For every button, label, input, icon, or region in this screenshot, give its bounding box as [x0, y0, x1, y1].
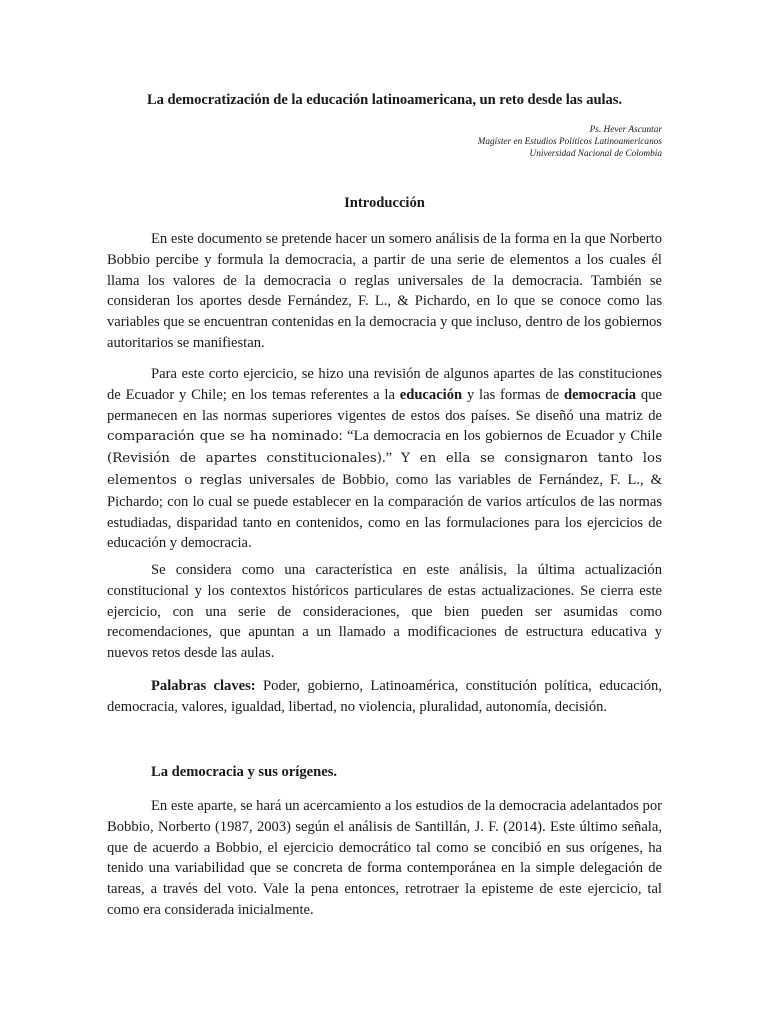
keywords-text: Poder, gobierno, Latinoamérica, constitución política, educación, democracia, valores, igualdad, libertad, no violencia, pluralidad, autonomía, decisión.: [107, 678, 662, 715]
keywords-paragraph: [107, 676, 662, 718]
intro-paragraph-1: En este documento se pretende hacer un somero análisis de la forma en la que Norberto Bobbio percibe y formula la democracia, a partir de una serie de elementos a los cuales él llama los valores de la democracia o reglas universales de la democracia. También se consideran los aportes desde Fernández, F. L., & Pichardo, en lo que se conoce como las variables que se encuentran contenidas en la democracia y que incluso, dentro de los gobiernos autoritarios se manifiestan.: [107, 231, 662, 351]
keywords-label: Palabras claves:: [151, 678, 256, 694]
p2-text-5: .”: [381, 450, 402, 467]
author-institution: Universidad Nacional de Colombia: [529, 149, 662, 159]
section-heading-origins: La democracia y sus orígenes.: [151, 764, 338, 780]
p2-bold-educacion: educación: [399, 386, 463, 403]
author-degree: Magíster en Estudios Políticos Latinoamericanos: [477, 137, 662, 147]
intro-heading: Introducción: [344, 195, 425, 211]
p2-highlight-1: comparación que se ha nominado: [107, 429, 339, 445]
origins-paragraph: En este aparte, se hará un acercamiento a los estudios de la democracia adelantados por Bobbio, Norberto (1987, 2003) según el análisis de Santillán, J. F. (2014). Este último señala, que de acuerdo a Bobbio, el ejercicio democrático tal como se concibió en sus orígenes, ha tenido una variabilidad que se concreta de forma contemporánea en la simple delegación de tareas, a través del voto. Vale la pena entonces, retrotraer la episteme de este ejercicio, tal como era considerada inicialmente.: [107, 798, 662, 918]
intro-paragraph-2: [107, 364, 662, 554]
p2-text-4: : “La democracia en los gobiernos de Ecuador y Chile: [338, 428, 662, 445]
document-title: La democratización de la educación latinoamericana, un reto desde las aulas.: [146, 92, 623, 108]
p2-highlight-2: (Revisión de apartes constitucionales): [107, 451, 382, 467]
p2-text-6: universales de Bobbio, como las variables de Fernández, F. L., & Pichardo; con lo cual se puede establecer en la comparación de varios artículos de las normas estudiadas, disparidad tanto en contenidos, como en las formulaciones para los ejercicios de educación y democracia.: [107, 471, 662, 552]
p2-text-2: y las formas de: [462, 386, 564, 403]
author-name: Ps. Hever Ascuntar: [589, 125, 662, 135]
p2-text-3: que permanecen en las normas superiores vigentes de estos dos países. Se diseñó una matriz de: [107, 386, 662, 424]
p2-highlight-3: Y en ella se consignaron tanto los elementos o reglas: [107, 451, 662, 488]
intro-paragraph-3: Se considera como una característica en este análisis, la última actualización constitucional y los contextos históricos particulares de estas actualizaciones. Se cierra este ejercicio, con una serie de consideraciones, que bien pueden ser asumidas como recomendaciones, que apuntan a un llamado a modificaciones de estructura educativa y nuevos retos desde las aulas.: [107, 562, 662, 662]
p2-bold-democracia: democracia: [563, 386, 637, 403]
p2-text-1: Para este corto ejercicio, se hizo una revisión de algunos apartes de las constituciones de Ecuador y Chile; en los temas referentes a la: [107, 366, 662, 403]
author-block: [478, 124, 662, 160]
